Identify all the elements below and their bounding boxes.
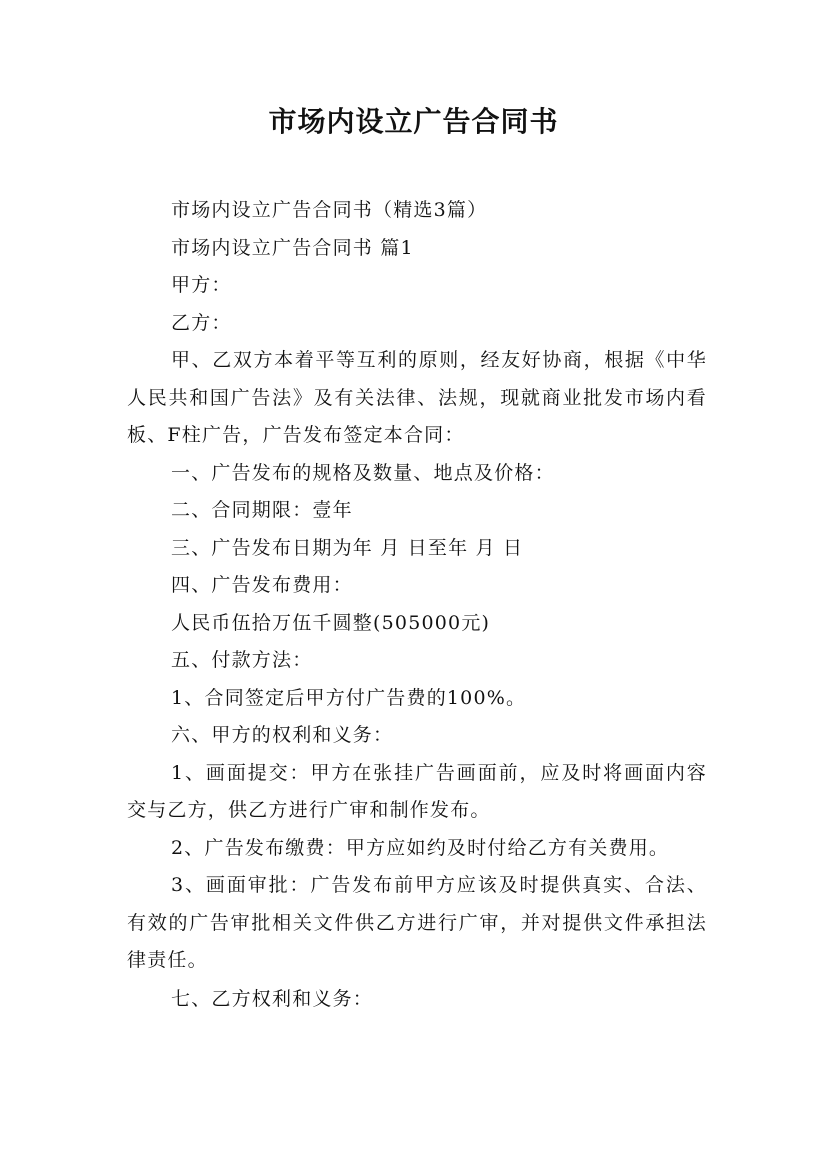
paragraph-3: 甲方： — [171, 274, 232, 296]
paragraph-7: 二、合同期限：壹年 — [171, 499, 353, 521]
paragraph-1: 市场内设立广告合同书（精选3篇） — [171, 199, 488, 221]
paragraph-2: 市场内设立广告合同书 篇1 — [171, 236, 414, 259]
paragraph-16: 3、画面审批：广告发布前甲方应该及时提供真实、合法、有效的广告审批相关文件供乙方进行广审，并对提供文件承担法律责任。 — [127, 874, 707, 971]
paragraph-13: 六、甲方的权利和义务： — [171, 724, 394, 746]
paragraph-17: 七、乙方权利和义务： — [171, 987, 374, 1010]
paragraph-5: 甲、乙双方本着平等互利的原则，经友好协商，根据《中华人民共和国广告法》及有关法律、法规，现就商业批发市场内看板、F柱广告，广告发布签定本合同： — [127, 349, 707, 446]
paragraph-11: 五、付款方法： — [171, 649, 313, 671]
paragraph-15: 2、广告发布缴费：甲方应如约及时付给乙方有关费用。 — [171, 836, 670, 859]
paragraph-4: 乙方： — [171, 311, 232, 334]
paragraph-8: 三、广告发布日期为年 月 日至年 月 日 — [171, 536, 524, 559]
paragraph-6: 一、广告发布的规格及数量、地点及价格： — [171, 461, 555, 484]
paragraph-9: 四、广告发布费用： — [171, 574, 353, 596]
document-body — [127, 192, 707, 1018]
paragraph-10: 人民币伍拾万伍千圆整(505000元) — [171, 611, 491, 634]
paragraph-12: 1、合同签定后甲方付广告费的100%。 — [171, 686, 527, 709]
paragraph-14: 1、画面提交：甲方在张挂广告画面前，应及时将画面内容交与乙方，供乙方进行广审和制作发布。 — [127, 761, 707, 821]
document-title: 市场内设立广告合同书 — [268, 105, 559, 138]
